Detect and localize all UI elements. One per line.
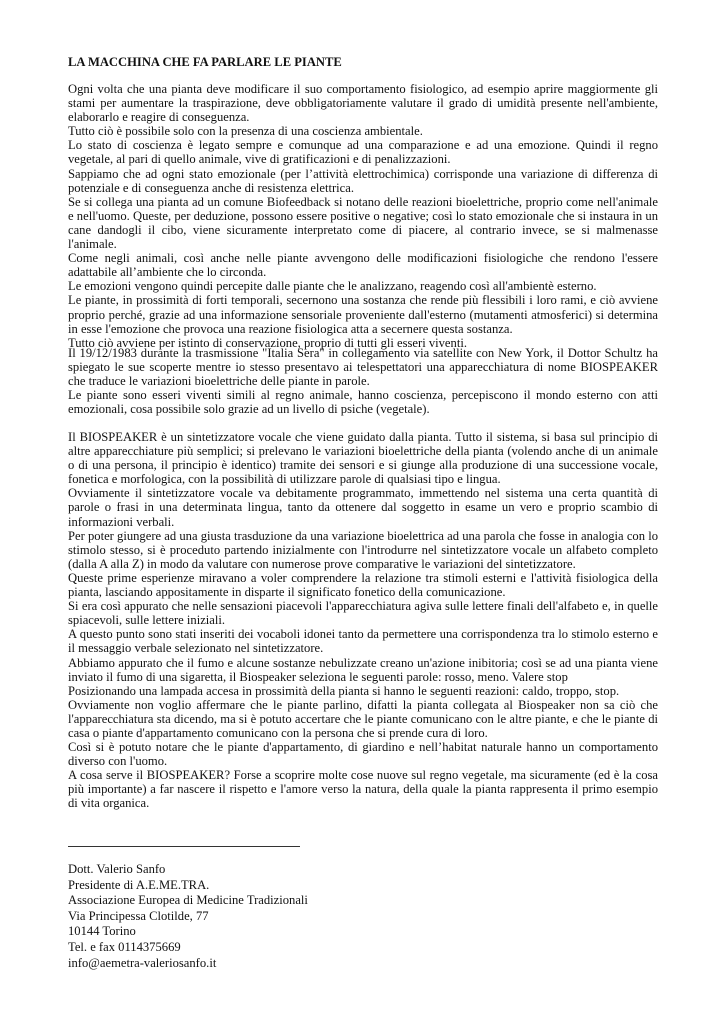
section-biospeaker (68, 430, 658, 811)
paragraph: Lo stato di coscienza è legato sempre e comunque ad una comparazione e ad una emozione. Quindi il regno vegetale, al pari di quello animale, vive di gratificazioni e di penalizzazioni. (68, 138, 658, 167)
signature-organization: Associazione Europea di Medicine Tradizionali (68, 893, 308, 908)
signature-role: Presidente di A.E.ME.TRA. (68, 877, 210, 892)
document-title: LA MACCHINA CHE FA PARLARE LE PIANTE (68, 55, 342, 69)
paragraph: Per poter giungere ad una giusta trasduzione da una variazione bioelettrica ad una parola che fosse in analogia con lo stimolo stesso, si è proceduto partendo inizialmente con l'introdurre nel sintetizzatore vocale un alfabeto completo (dalla A alla Z) in modo da valutare con numerose prove comparative le variazioni del sintetizzatore. (68, 528, 658, 571)
paragraph: Si era così appurato che nelle sensazioni piacevoli l'apparecchiatura agiva sulle lettere finali dell'alfabeto e, in quelle spiacevoli, sulle lettere iniziali. (68, 599, 658, 628)
signature-divider (68, 846, 300, 847)
signature-name: Dott. Valerio Sanfo (68, 862, 166, 876)
paragraph: Come negli animali, così anche nelle piante avvengono delle modificazioni fisiologiche che rendono l'essere adattabile all’ambiente che lo circonda. (68, 251, 658, 280)
paragraph: Le piante sono esseri viventi simili al regno animale, hanno coscienza, percepiscono il mondo esterno con atti emozionali, cosa possibile solo grazie ad un livello di psiche (vegetale). (68, 388, 658, 417)
paragraph: Abbiamo appurato che il fumo e alcune sostanze nebulizzate creano un'azione inibitoria; così se ad una pianta viene inviato il fumo di una sigaretta, il Biospeaker seleziona le seguenti parole: rosso, meno. Valere stop (68, 655, 658, 684)
section-broadcast (68, 346, 658, 416)
paragraph: A cosa serve il BIOSPEAKER? Forse a scoprire molte cose nuove sul regno vegetale, ma sicuramente (ed è la cosa più importante) a far nascere il rispetto e l'amore verso la natura, della quale la pianta rappresenta il primo esempio di vita organica. (68, 768, 658, 811)
paragraph: A questo punto sono stati inseriti dei vocaboli idonei tanto da permettere una corrispondenza tra lo stimolo esterno e il messaggio verbale selezionato nel sintetizzatore. (68, 627, 658, 656)
signature-street: Via Principessa Clotilde, 77 (68, 908, 209, 923)
paragraph: Le emozioni vengono quindi percepite dalle piante che le analizzano, reagendo così all'ambientè esterno. (68, 279, 597, 294)
section-intro (68, 82, 658, 350)
paragraph: Posizionando una lampada accesa in prossimità della pianta si hanno le seguenti reazioni: caldo, troppo, stop. (68, 683, 620, 698)
paragraph: Il BIOSPEAKER è un sintetizzatore vocale che viene guidato dalla pianta. Tutto il sistema, si basa sul principio di altre apparecchiature più semplici; si prelevano le variazioni bioelettriche della pianta (volendo anche di un animale o di una persona, il principio è identico) tramite dei sensori e si giunge alla produzione di una successione vocale, fonetica e morfologica, con la possibilità di utilizzare parole di qualsiasi tipo e lingua. (68, 430, 658, 487)
paragraph: Ovviamente non voglio affermare che le piante parlino, difatti la pianta collegata al Biospeaker non sa ciò che l'apparecchiatura sta dicendo, ma si è potuto accertare che le piante comunicano con le altre piante, e che le piante di casa o piante d'appartamento comunicano con la persona che si prende cura di loro. (68, 697, 658, 740)
signature-city: 10144 Torino (68, 924, 136, 939)
paragraph: Tutto ciò è possibile solo con la presenza di una coscienza ambientale. (68, 124, 423, 139)
paragraph: Ogni volta che una pianta deve modificare il suo comportamento fisiologico, ad esempio aprire maggiormente gli stami per aumentare la traspirazione, deve obbligatoriamente valutare il grado di umidità presente nell'ambiente, elaborarlo e reagire di conseguenza. (68, 82, 658, 125)
paragraph: Le piante, in prossimità di forti temporali, secernono una sostanza che rende più flessibili i loro rami, e ciò avviene proprio perché, grazie ad una informazione sensoriale proveniente dall'esterno (mutamenti atmosferici) si determina in esse l'emozione che provoca una reazione fisiologica atta a secernere questa sostanza. (68, 293, 658, 336)
signature-phone: Tel. e fax 0114375669 (68, 939, 181, 954)
signature-email[interactable]: info@aemetra-valeriosanfo.it (68, 955, 217, 970)
paragraph: Queste prime esperienze miravano a voler comprendere la relazione tra stimoli esterni e l'attività fisiologica della pianta, lasciando appositamente in disparte il significato fonetico della comunicazione. (68, 570, 658, 600)
paragraph: Così si è potuto notare che le piante d'appartamento, di giardino e nell’habitat naturale hanno un comportamento diverso con l'uomo. (68, 740, 658, 769)
paragraph: Tutto ciò avviene per istinto di conservazione, proprio di tutti gli esseri viventi. (68, 335, 467, 350)
paragraph: Il 19/12/1983 durante la trasmissione "Italia Sera" in collegamento via satellite con New York, il Dottor Schultz ha spiegato le sue scoperte mentre io stesso presentavo ai telespettatori una apparecchiatura di nome BIOSPEAKER che traduce le variazioni bioelettriche delle piante in parole. (68, 346, 658, 389)
paragraph: Ovviamente il sintetizzatore vocale va debitamente programmato, immettendo nel sistema una certa quantità di parole o frasi in una determinata lingua, tanto da ottenere dal soggetto in esame un vero e proprio scambio di informazioni verbali. (68, 486, 658, 529)
paragraph: Sappiamo che ad ogni stato emozionale (per l’attività elettrochimica) corrisponde una variazione di differenza di potenziale e di conseguenza anche di resistenza elettrica. (68, 166, 658, 195)
signature-block (68, 862, 308, 971)
paragraph: Se si collega una pianta ad un comune Biofeedback si notano delle reazioni bioelettriche, proprio come nell'animale e nell'uomo. Queste, per deduzione, possono essere positive o negative; così lo stato emozionale che si instaura in un cane dandogli il cibo, viene sicuramente interpretato come di piacere, al contrario invece, se si malmenasse l'animale. (68, 194, 658, 252)
